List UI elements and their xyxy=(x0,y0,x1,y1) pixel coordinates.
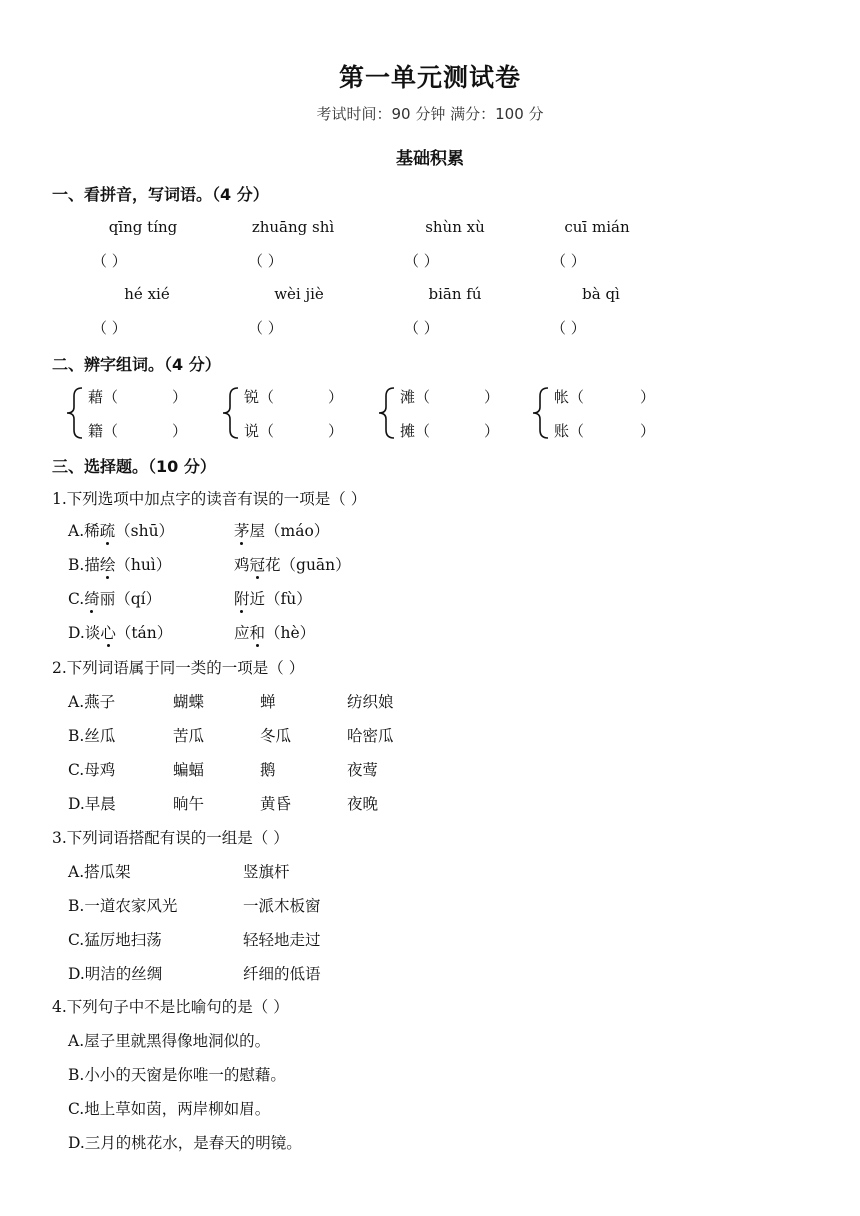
q2-word: 苦瓜 xyxy=(173,727,205,745)
q3-word: 竖旗杆 xyxy=(243,863,290,881)
pinyin-8: bà qì xyxy=(582,285,620,303)
close-paren: ） xyxy=(328,422,344,440)
q2-word: 纺织娘 xyxy=(347,693,394,711)
q3-word: 一派木板窗 xyxy=(243,897,321,915)
question-2-stem: 2.下列词语属于同一类的一项是（ ） xyxy=(52,659,305,677)
char-pair-3-bottom: 摊（ xyxy=(400,422,431,440)
q2-word: 夜莺 xyxy=(347,761,379,779)
answer-blank[interactable]: （ ） xyxy=(92,319,127,337)
q4-option-b[interactable]: B.小小的天窗是你唯一的慰藉。 xyxy=(68,1066,286,1084)
part-title: 基础积累 xyxy=(396,149,464,169)
q3-option-a[interactable]: A.搭瓜架 xyxy=(68,863,131,881)
q2-word: 哈密瓜 xyxy=(347,727,394,745)
q4-option-a[interactable]: A.屋子里就黑得像地洞似的。 xyxy=(68,1032,271,1050)
char-pair-3-top: 滩（ xyxy=(400,388,431,406)
q1-option-a[interactable]: A.稀疏（shū） xyxy=(68,519,174,541)
q2-word: 夜晚 xyxy=(347,795,379,813)
q1-option-d[interactable]: D.谈心（tán） xyxy=(68,621,172,643)
pinyin-2: zhuāng shì xyxy=(251,218,335,236)
q1-option-b-word2: 鸡冠花（guān） xyxy=(234,553,351,575)
q3-option-d[interactable]: D.明洁的丝绸 xyxy=(68,965,163,983)
close-paren: ） xyxy=(484,388,500,406)
answer-blank[interactable]: （ ） xyxy=(551,319,586,337)
q2-word: 鹅 xyxy=(260,761,276,779)
close-paren: ） xyxy=(484,422,500,440)
answer-blank[interactable]: （ ） xyxy=(404,252,439,270)
q2-word: 晌午 xyxy=(173,795,205,813)
q1-option-b[interactable]: B.描绘（huì） xyxy=(68,553,171,575)
answer-blank[interactable]: （ ） xyxy=(551,252,586,270)
char-pair-4-bottom: 账（ xyxy=(554,422,585,440)
exam-info: 考试时间：90 分钟 满分：100 分 xyxy=(316,105,544,123)
q4-option-c[interactable]: C.地上草如茵，两岸柳如眉。 xyxy=(68,1100,271,1118)
q1-option-c-word2: 附近（fù） xyxy=(234,587,312,609)
close-paren: ） xyxy=(172,422,188,440)
pinyin-4: cuī mián xyxy=(564,218,630,236)
section-3-heading: 三、选择题。（10 分） xyxy=(52,457,216,476)
pinyin-3: shùn xù xyxy=(425,218,485,236)
q1-option-a-word2: 茅屋（máo） xyxy=(234,519,329,541)
q3-option-c[interactable]: C.猛厉地扫荡 xyxy=(68,931,162,949)
curly-brace-icon xyxy=(530,386,552,440)
question-3-stem: 3.下列词语搭配有误的一组是（ ） xyxy=(52,829,289,847)
answer-blank[interactable]: （ ） xyxy=(248,319,283,337)
char-pair-4-top: 帐（ xyxy=(554,388,585,406)
q1-option-c[interactable]: C.绮丽（qí） xyxy=(68,587,161,609)
q3-option-b[interactable]: B.一道农家风光 xyxy=(68,897,178,915)
q2-option-a[interactable]: A.燕子 xyxy=(68,693,116,711)
question-1-stem: 1.下列选项中加点字的读音有误的一项是（ ） xyxy=(52,490,367,508)
q2-word: 蝉 xyxy=(260,693,276,711)
pinyin-7: biān fú xyxy=(428,285,482,303)
pinyin-6: wèi jiè xyxy=(274,285,324,303)
close-paren: ） xyxy=(640,388,656,406)
close-paren: ） xyxy=(328,388,344,406)
q2-word: 蝴蝶 xyxy=(173,693,205,711)
answer-blank[interactable]: （ ） xyxy=(248,252,283,270)
pinyin-5: hé xié xyxy=(124,285,170,303)
char-pair-1-bottom: 籍（ xyxy=(88,422,119,440)
curly-brace-icon xyxy=(376,386,398,440)
section-2-heading: 二、辨字组词。（4 分） xyxy=(52,355,221,374)
q2-option-d[interactable]: D.早晨 xyxy=(68,795,116,813)
q2-word: 冬瓜 xyxy=(260,727,292,745)
char-pair-2-top: 锐（ xyxy=(244,388,275,406)
question-4-stem: 4.下列句子中不是比喻句的是（ ） xyxy=(52,998,289,1016)
close-paren: ） xyxy=(640,422,656,440)
answer-blank[interactable]: （ ） xyxy=(92,252,127,270)
char-pair-1-top: 藉（ xyxy=(88,388,119,406)
curly-brace-icon xyxy=(220,386,242,440)
q4-option-d[interactable]: D.三月的桃花水，是春天的明镜。 xyxy=(68,1134,302,1152)
page-title: 第一单元测试卷 xyxy=(338,63,521,92)
curly-brace-icon xyxy=(64,386,86,440)
char-pair-2-bottom: 说（ xyxy=(244,422,275,440)
pinyin-1: qīng tíng xyxy=(108,218,178,236)
q2-option-c[interactable]: C.母鸡 xyxy=(68,761,116,779)
q3-word: 纤细的低语 xyxy=(243,965,321,983)
answer-blank[interactable]: （ ） xyxy=(404,319,439,337)
q2-option-b[interactable]: B.丝瓜 xyxy=(68,727,116,745)
q2-word: 黄昏 xyxy=(260,795,292,813)
q1-option-d-word2: 应和（hè） xyxy=(234,621,315,643)
section-1-heading: 一、看拼音，写词语。（4 分） xyxy=(52,185,269,204)
q2-word: 蝙蝠 xyxy=(173,761,205,779)
close-paren: ） xyxy=(172,388,188,406)
q3-word: 轻轻地走过 xyxy=(243,931,321,949)
